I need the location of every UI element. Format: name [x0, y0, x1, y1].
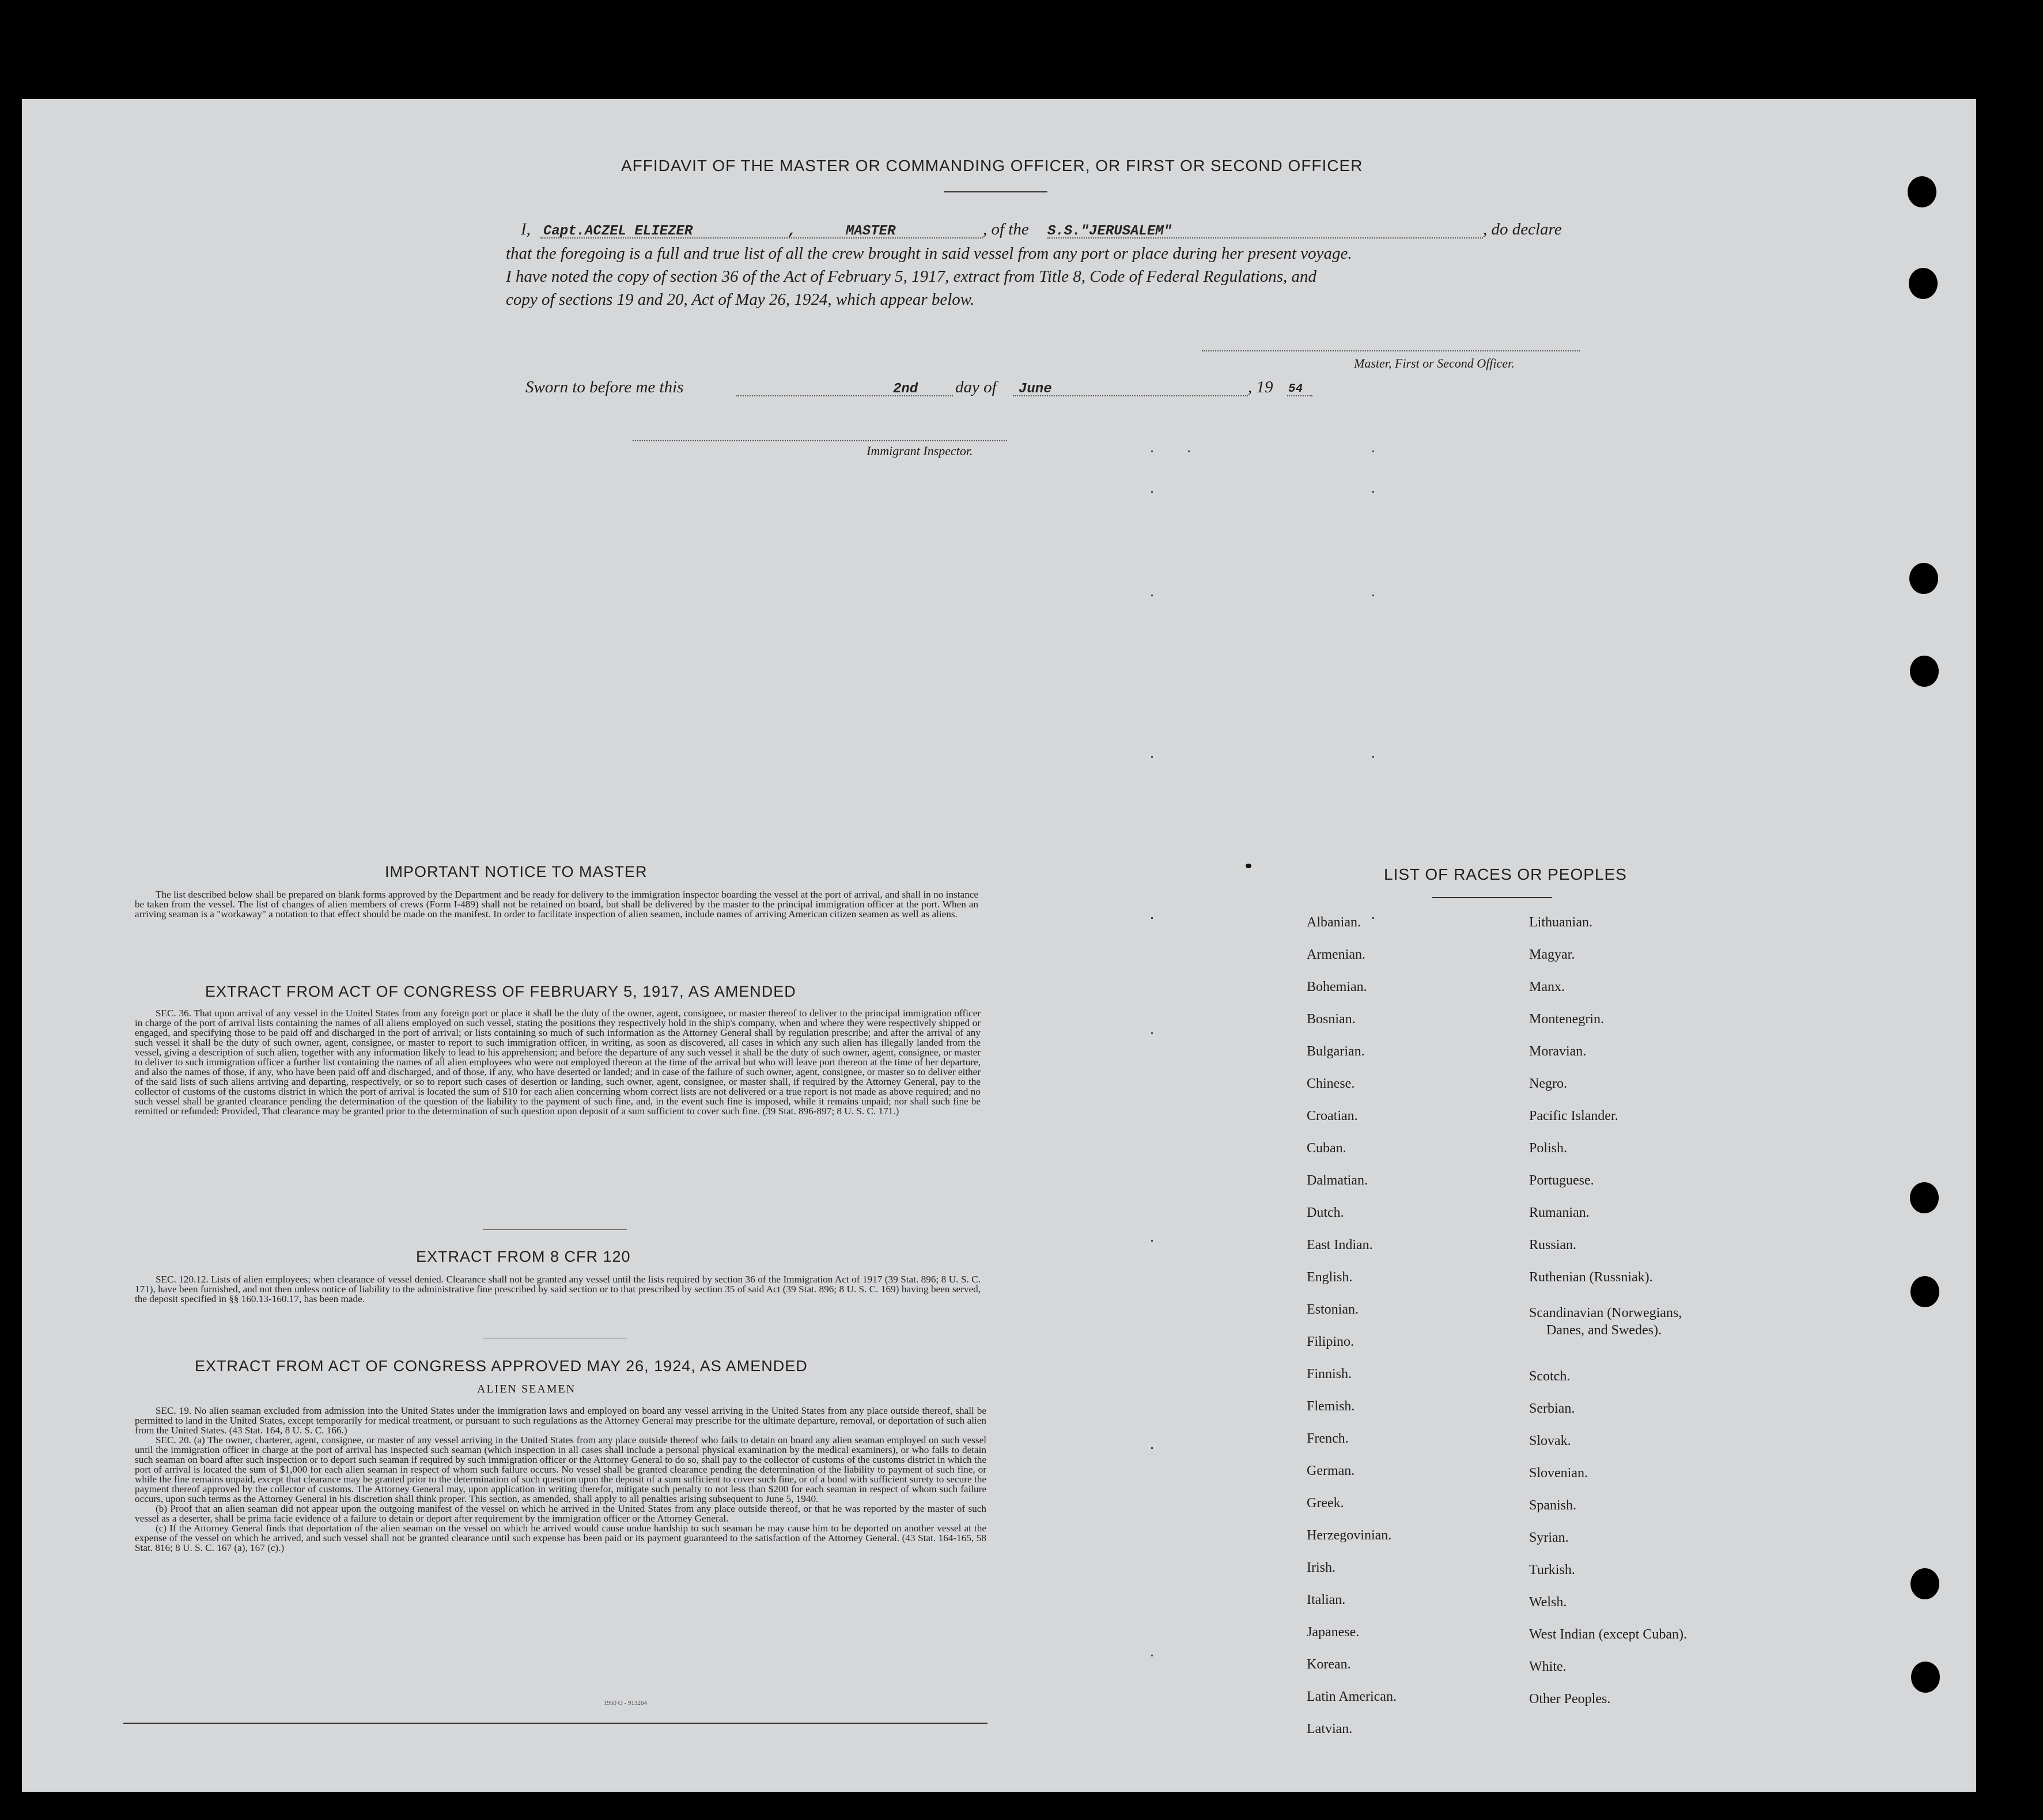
sec-20b-paragraph: (b) Proof that an alien seaman did not appear upon the outgoing manifest of the vessel on which he arrived in the United States from any place outside thereof, or that he was reported by the master of such vessel as a deserter, shall be prima facie evidence of a failure to detain or deport after requirement by the immigration officer or the Attorney General.: [135, 1503, 986, 1524]
race-item: Welsh.: [1529, 1595, 1567, 1610]
race-item: Turkish.: [1529, 1562, 1575, 1577]
guide-tick: [1151, 1447, 1153, 1449]
sworn-text: Sworn to before me this: [525, 378, 684, 396]
race-item: Cuban.: [1307, 1141, 1346, 1156]
guide-tick: [1151, 1240, 1153, 1242]
race-item: Serbian.: [1529, 1401, 1575, 1416]
race-item: Armenian.: [1307, 947, 1365, 962]
guide-tick: [1372, 595, 1374, 596]
sworn-day: 2nd: [893, 381, 918, 397]
races-title: LIST OF RACES OR PEOPLES: [1384, 865, 1627, 883]
race-item: Dutch.: [1307, 1205, 1344, 1220]
race-item: Magyar.: [1529, 947, 1575, 962]
race-item: Moravian.: [1529, 1044, 1587, 1059]
notice-text: [135, 890, 978, 919]
binder-hole-3: [1909, 563, 1938, 594]
binder-hole-5: [1910, 1182, 1939, 1213]
extract-1924-text: [135, 1406, 986, 1553]
race-item: Latvian.: [1307, 1721, 1353, 1736]
race-item: Negro.: [1529, 1076, 1567, 1091]
race-item: Latin American.: [1307, 1689, 1397, 1704]
race-item: Herzegovinian.: [1307, 1528, 1392, 1543]
races-column-1: [1307, 915, 1397, 1754]
sec-19-paragraph: SEC. 19. No alien seaman excluded from admission into the United States under the immigration laws and employed on board any vessel arriving in the United States from any place outside thereof, shall be permitted to land in the United States, except temporarily for medical treatment, or pursuant to such regulations as the Attorney General may prescribe for the ultimate departure, removal, or deportation of such alien from the United States. (43 Stat. 164, 8 U. S. C. 166.): [135, 1405, 986, 1436]
race-item: Scotch.: [1529, 1369, 1571, 1384]
guide-tick: [1372, 451, 1374, 452]
races-column-2: [1529, 915, 1687, 1724]
race-item: Finnish.: [1307, 1367, 1352, 1382]
affidavit-title: AFFIDAVIT OF THE MASTER OR COMMANDING OFFICER, OR FIRST OR SECOND OFFICER: [621, 157, 1363, 175]
binder-hole-1: [1908, 176, 1936, 207]
sworn-day-dotted-line: [736, 395, 953, 396]
inspector-caption: Immigrant Inspector.: [867, 444, 973, 458]
affidavit-line-4: copy of sections 19 and 20, Act of May 26, 1924, which appear below.: [506, 290, 975, 309]
race-item-line-1: Scandinavian (Norwegians,: [1529, 1306, 1682, 1320]
master-signature-line: [1202, 350, 1580, 351]
guide-tick: [1151, 451, 1153, 452]
extract-1917-paragraph: SEC. 36. That upon arrival of any vessel in the United States from any foreign port or place it shall be the duty of the owner, agent, consignee, or master thereof to deliver to the principal immigration officer in charge of the port of arrival lists containing the names of all aliens employed on such vessel, stating the positions they respectively hold in the ship's company, when and where they were respectively shipped or engaged, and specifying those to be paid off and discharged in the port of arrival; or lists containing so much of such information as the Attorney General shall by regulation prescribe; and after the arrival of any such vessel it shall be the duty of such owner, agent, consignee, or master to report to such immigration officer, in writing, as soon as discovered, all cases in which any such alien has illegally landed from the vessel, giving a description of such alien, together with any information likely to lead to his apprehension; and before the departure of any such vessel it shall be the duty of such owner, agent, consignee, or master to deliver to such immigration officer a further list containing the names of all alien employees who were not employed thereon at the time of the arrival but who will leave port thereon at the time of her departure, and also the names of those, if any, who have been paid off and discharged, and of those, if any, who have deserted or landed; and in case of the failure of such owner, agent, consignee, or master so to deliver either of the said lists of such aliens arriving and departing, respectively, or so to report such cases of desertion or landing, such owner, agent, consignee, or master shall, if required by the Attorney General, pay to the collector of customs of the customs district in which the port of arrival is located the sum of $10 for each alien concerning whom correct lists are not delivered or a true report is not made as above required; and no such vessel shall be granted clearance pending the determination of the question of the liability to the payment of such fine, and, in the event such fine is imposed, while it remains unpaid; nor shall such fine be remitted or refunded: Provided, That clearance may be granted prior to the determination of such question upon deposit of a sum sufficient to cover such fine. (39 Stat. 896-897; 8 U. S. C. 171.): [135, 1008, 981, 1117]
race-item: East Indian.: [1307, 1238, 1373, 1253]
race-item: Filipino.: [1307, 1334, 1355, 1349]
race-item: Albanian.: [1307, 915, 1361, 930]
guide-tick: [1151, 595, 1153, 596]
race-item: Ruthenian (Russniak).: [1529, 1270, 1653, 1285]
year-suffix: 54: [1288, 383, 1303, 396]
day-of-text: day of: [955, 378, 997, 396]
race-item: Irish.: [1307, 1560, 1335, 1575]
race-item-line-2: Danes, and Swedes).: [1546, 1323, 1662, 1338]
race-item: Montenegrin.: [1529, 1012, 1604, 1027]
race-item: Bohemian.: [1307, 979, 1367, 994]
race-item: Bulgarian.: [1307, 1044, 1365, 1059]
race-item: Rumanian.: [1529, 1205, 1590, 1220]
guide-tick: [1151, 917, 1153, 919]
race-item: Greek.: [1307, 1496, 1344, 1511]
extract-cfr-paragraph: SEC. 120.12. Lists of alien employees; when clearance of vessel denied. Clearance shall not be granted any vessel until the lists required by section 36 of the Immigration Act of 1917 (39 Stat. 896; 8 U. S. C. 171), have been furnished, and not then unless notice of liability to the administrative fine prescribed by said section or to that prescribed by section 35 of said Act (39 Stat. 896; 8 U. S. C. 169) having been served, the deposit specified in §§ 160.13-160.17, has been made.: [135, 1274, 981, 1304]
affidavit-title-rule: [944, 191, 1047, 192]
affidavit-line-2: that the foregoing is a full and true list of all the crew brought in said vessel from any port or place during her present voyage.: [506, 244, 1352, 263]
race-item: Syrian.: [1529, 1530, 1569, 1545]
extract-1917-text: [135, 1008, 981, 1116]
sec-20a-paragraph: SEC. 20. (a) The owner, charterer, agent, consignee, or master of any vessel arriving in the United States from any place outside thereof who fails to detain on board any alien seaman employed on such vessel until the immigration officer in charge at the port of arrival has inspected such seaman (which inspection in all cases shall include a personal physical examination by the medical examiners), or who fails to detain such seaman on board after such inspection or to deport such seaman if required by such immigration officer or the Attorney General to do so, shall pay to the collector of customs of the customs district in which the port of arrival is located the sum of $1,000 for each alien seaman in respect of whom such failure occurs. No vessel shall be granted clearance pending the determination of the liability to payment of such fine, or while the fine remains unpaid, except that clearance may be granted prior to the determination of such question upon the deposit of a sum sufficient to cover such fine, or of a bond with sufficient surety to secure the payment thereof approved by the collector of customs. The Attorney General may, upon application in writing therefor, mitigate such penalty to not less than $200 for each seaman in respect of whom such failure occurs, upon such terms as the Attorney General in his discretion shall think proper. This section, as amended, shall apply to all penalties arising subsequent to June 5, 1940.: [135, 1435, 986, 1504]
sec-20c-paragraph: (c) If the Attorney General finds that deportation of the alien seaman on the vessel on which he arrived would cause undue hardship to such seaman he may cause him to be deported on another vessel at the expense of the vessel on which he arrived, and such vessel shall not be granted clearance until such expense has been paid or its payment guaranteed to the satisfaction of the Attorney General. (43 Stat. 164-165, 58 Stat. 816; 8 U. S. C. 167 (a), 167 (c).): [135, 1523, 986, 1553]
vessel-name: S.S."JERUSALEM": [1047, 224, 1172, 239]
extract-cfr-title: EXTRACT FROM 8 CFR 120: [416, 1248, 631, 1265]
extract-1917-rule: [483, 1229, 627, 1230]
notice-paragraph: The list described below shall be prepared on blank forms approved by the Department and be ready for delivery to the immigration inspector boarding the vessel at the port of arrival, and shall in no instance be taken from the vessel. The list of changes of alien members of crews (Form I-489) shall not be retained on board, but shall be delivered by the master to the principal immigration officer at the port. When an arriving seaman is a "workaway" a notation to that effect should be made on the manifest. In order to facilitate inspection of alien seamen, include names of arriving American citizen seamen as well as aliens.: [135, 889, 978, 920]
race-item: White.: [1529, 1659, 1567, 1674]
race-item: English.: [1307, 1270, 1353, 1285]
race-item: Portuguese.: [1529, 1173, 1594, 1188]
guide-tick: [1151, 756, 1153, 758]
master-signature-caption: Master, First or Second Officer.: [1354, 356, 1515, 370]
binder-hole-8: [1911, 1662, 1940, 1693]
guide-tick: [1151, 1655, 1153, 1656]
race-item: French.: [1307, 1431, 1349, 1446]
races-title-rule: [1432, 897, 1552, 898]
race-item: Other Peoples.: [1529, 1692, 1611, 1707]
race-item: Slovak.: [1529, 1433, 1571, 1448]
binder-hole-2: [1909, 268, 1938, 299]
binder-hole-4: [1910, 656, 1939, 687]
sworn-month: June: [1019, 381, 1052, 397]
race-item: Japanese.: [1307, 1625, 1360, 1640]
guide-tick: [1151, 1032, 1153, 1034]
extract-1917-title: EXTRACT FROM ACT OF CONGRESS OF FEBRUARY 5, 1917, AS AMENDED: [205, 983, 796, 1000]
sworn-line: [22, 378, 1976, 401]
extract-1924-subtitle: ALIEN SEAMEN: [477, 1383, 576, 1395]
race-item: Dalmatian.: [1307, 1173, 1368, 1188]
guide-tick: [1151, 491, 1153, 493]
race-item: Russian.: [1529, 1238, 1577, 1253]
inspector-signature-line: [633, 440, 1007, 441]
race-item: Chinese.: [1307, 1076, 1355, 1091]
race-item: German.: [1307, 1463, 1355, 1478]
race-item-multiline: [1529, 1302, 1687, 1369]
master-rank: MASTER: [846, 224, 896, 239]
race-item: Spanish.: [1529, 1498, 1577, 1513]
affidavit-i: I,: [521, 220, 531, 239]
race-item: Bosnian.: [1307, 1012, 1356, 1027]
extract-cfr-text: [135, 1274, 981, 1304]
affidavit-line-1: [22, 220, 1976, 243]
race-item: Polish.: [1529, 1141, 1568, 1156]
race-item: Slovenian.: [1529, 1466, 1588, 1481]
guide-tick: [1188, 451, 1190, 452]
document-page: [22, 99, 1976, 1792]
race-item: Manx.: [1529, 979, 1565, 994]
affidavit-line-3: I have noted the copy of section 36 of the Act of February 5, 1917, extract from Title 8, Code of Federal Regulations, and: [506, 267, 1317, 286]
year-prefix: , 19: [1248, 378, 1273, 396]
bottom-rule: [123, 1723, 988, 1724]
race-item: Pacific Islander.: [1529, 1108, 1618, 1123]
race-item: Estonian.: [1307, 1302, 1359, 1317]
stray-mark: [1246, 864, 1251, 868]
guide-tick: [1372, 756, 1374, 758]
affidavit-do-declare: , do declare: [1483, 220, 1562, 239]
master-name: Capt.ACZEL ELIEZER: [543, 224, 693, 239]
race-item: Italian.: [1307, 1592, 1346, 1607]
affidavit-of-the: , of the: [983, 220, 1029, 239]
guide-tick: [1372, 491, 1374, 493]
master-comma: ,: [788, 224, 797, 239]
race-item: West Indian (except Cuban).: [1529, 1627, 1687, 1642]
race-item: Lithuanian.: [1529, 915, 1592, 930]
race-item: Croatian.: [1307, 1108, 1358, 1123]
binder-hole-6: [1910, 1276, 1939, 1307]
race-item: Flemish.: [1307, 1399, 1355, 1414]
extract-1924-title: EXTRACT FROM ACT OF CONGRESS APPROVED MAY 26, 1924, AS AMENDED: [195, 1357, 808, 1375]
print-code: 1950 O - 913264: [604, 1700, 647, 1707]
year-dotted-line: [1287, 395, 1312, 396]
binder-hole-7: [1910, 1568, 1939, 1599]
notice-title: IMPORTANT NOTICE TO MASTER: [385, 863, 648, 880]
race-item: Korean.: [1307, 1657, 1351, 1672]
